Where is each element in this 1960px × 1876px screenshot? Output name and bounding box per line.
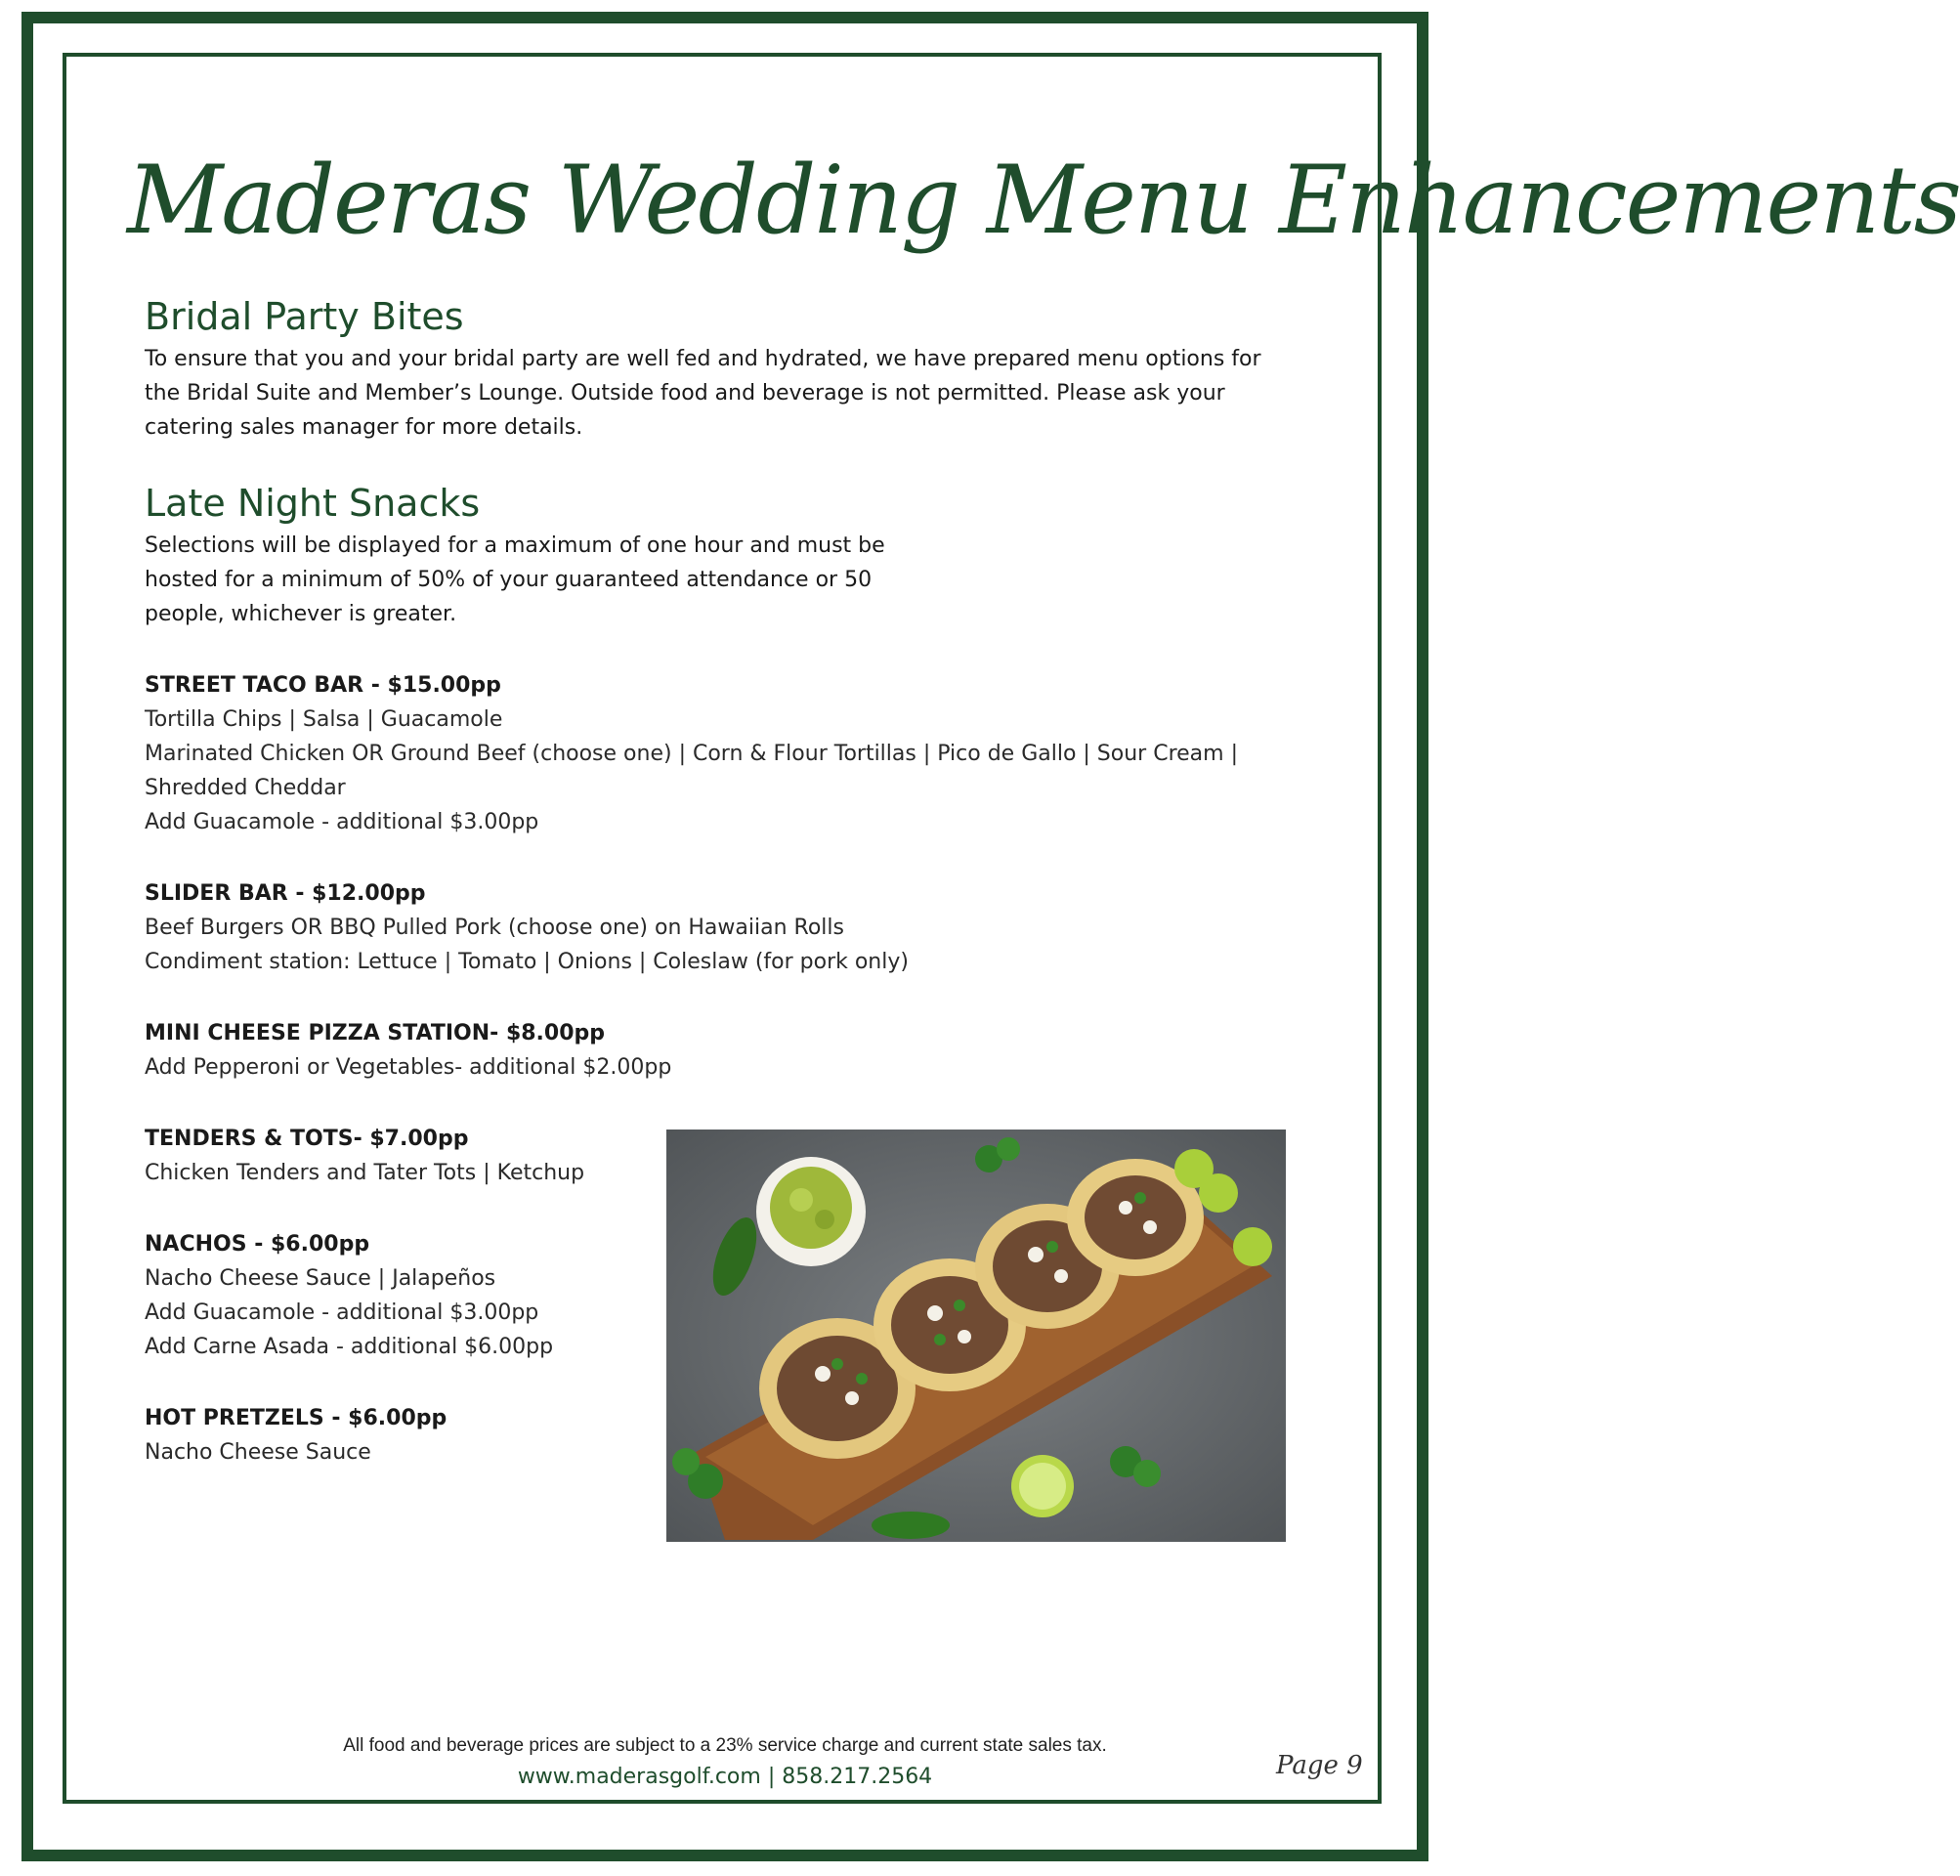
menu-item (145, 876, 1298, 979)
bridal-description: To ensure that you and your bridal party are well fed and hydrated, we have prepared menu options for the Bridal Suite and Member’s Lounge. Outside food and beverage is not permitted. Please ask your catering sales manager for more details. (145, 347, 1261, 440)
menu-item-line: Condiment station: Lettuce | Tomato | Onions | Coleslaw (for pork only) (145, 950, 909, 974)
menu-item-title: NACHOS - $6.00pp (145, 1232, 370, 1257)
menu-item-line: Add Guacamole - additional $3.00pp (145, 810, 539, 834)
tacos-photo (666, 1130, 1286, 1542)
footer-note: All food and beverage prices are subject to a 23% service charge and current state sales tax. (343, 1735, 1107, 1756)
tacos-illustration (666, 1130, 1286, 1542)
page-number: Page 9 (1276, 1751, 1363, 1780)
late-night-heading: Late Night Snacks (145, 482, 481, 525)
late-night-description: Selections will be displayed for a maximum of one hour and must be hosted for a minimum of 50% of your guaranteed attendance or 50 people, whichever is greater. (145, 533, 885, 626)
menu-item-line: Nacho Cheese Sauce | Jalapeños (145, 1266, 496, 1291)
menu-item-line: Nacho Cheese Sauce (145, 1440, 371, 1465)
menu-item-title: MINI CHEESE PIZZA STATION- $8.00pp (145, 1021, 606, 1045)
menu-item-line: Add Carne Asada - additional $6.00pp (145, 1335, 554, 1359)
menu-item-line: Marinated Chicken OR Ground Beef (choose one) | Corn & Flour Tortillas | Pico de Gallo | Sour Cream | (145, 742, 1238, 766)
menu-item-line: Add Guacamole - additional $3.00pp (145, 1300, 539, 1325)
menu-item-title: HOT PRETZELS - $6.00pp (145, 1406, 447, 1430)
menu-item-title: SLIDER BAR - $12.00pp (145, 881, 426, 906)
menu-item (145, 1016, 1298, 1085)
menu-item (145, 668, 1298, 839)
bridal-heading: Bridal Party Bites (145, 295, 464, 338)
menu-item-title: TENDERS & TOTS- $7.00pp (145, 1127, 469, 1151)
menu-item-line: Add Pepperoni or Vegetables- additional $2.00pp (145, 1055, 672, 1080)
menu-item-line: Beef Burgers OR BBQ Pulled Pork (choose one) on Hawaiian Rolls (145, 916, 844, 940)
footer-contact: www.maderasgolf.com | 858.217.2564 (517, 1765, 933, 1789)
page-title: Maderas Wedding Menu Enhancements (127, 146, 1960, 255)
menu-item-line: Tortilla Chips | Salsa | Guacamole (145, 707, 503, 732)
menu-item-line: Chicken Tenders and Tater Tots | Ketchup (145, 1161, 585, 1185)
menu-item-line: Shredded Cheddar (145, 776, 346, 800)
menu-item-title: STREET TACO BAR - $15.00pp (145, 673, 501, 698)
